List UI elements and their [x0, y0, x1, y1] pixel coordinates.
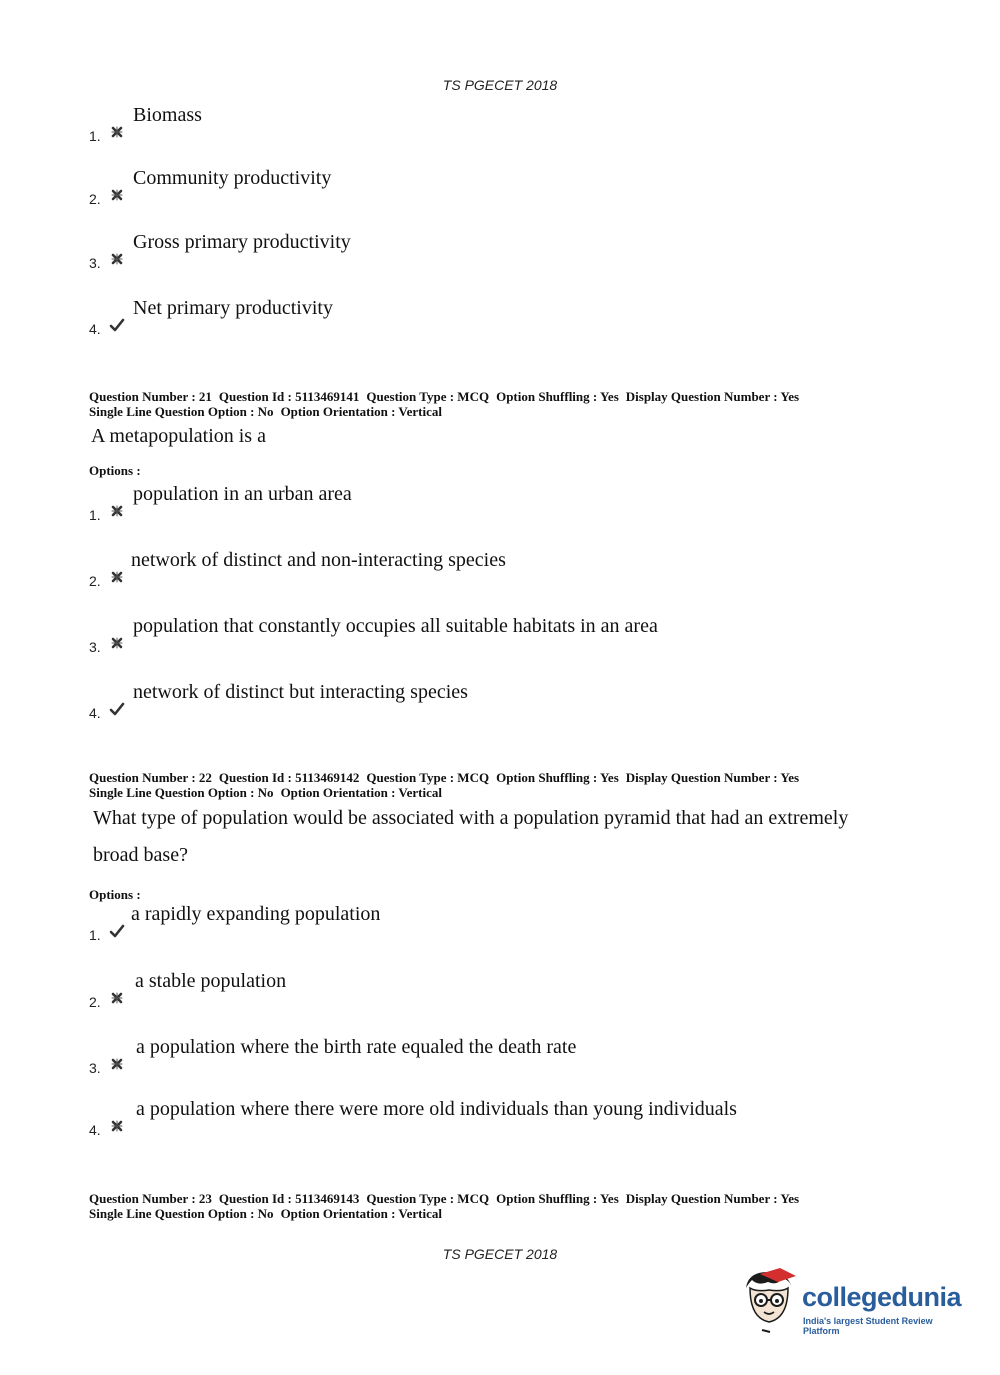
option-number: 1. [89, 507, 101, 523]
meta-field: Option Orientation : Vertical [280, 404, 442, 419]
meta-field: Question Number : 23 [89, 1191, 212, 1206]
option-item [89, 167, 949, 207]
meta-field: Display Question Number : Yes [625, 389, 800, 404]
option-number: 2. [89, 573, 101, 589]
check-icon [109, 923, 125, 939]
option-number: 1. [89, 927, 101, 943]
option-number: 4. [89, 1122, 101, 1138]
page-header: TS PGECET 2018 [442, 77, 558, 93]
option-number: 4. [89, 705, 101, 721]
options-label: Options : [89, 463, 141, 478]
option-number: 1. [89, 128, 101, 144]
cross-icon [109, 1118, 125, 1134]
meta-field: Option Shuffling : Yes [496, 770, 619, 785]
option-item [89, 681, 949, 721]
question-meta [89, 389, 806, 419]
question-meta [89, 1191, 806, 1221]
check-icon [109, 701, 125, 717]
meta-field: Display Question Number : Yes [625, 1191, 800, 1206]
logo-tagline: India's largest Student Review Platform [803, 1316, 933, 1336]
meta-field: Option Shuffling : Yes [496, 1191, 619, 1206]
option-item [89, 903, 949, 943]
option-number: 3. [89, 639, 101, 655]
cross-icon [109, 187, 125, 203]
cross-icon [109, 1056, 125, 1072]
meta-field: Question Id : 5113469142 [218, 770, 360, 785]
option-text: network of distinct but interacting species [133, 681, 468, 703]
meta-field: Option Orientation : Vertical [280, 1206, 442, 1221]
option-text: Gross primary productivity [133, 231, 351, 253]
option-text: Community productivity [133, 167, 332, 189]
cross-icon [109, 503, 125, 519]
question-text-line: broad base? [93, 844, 188, 866]
question-text: A metapopulation is a [91, 425, 266, 447]
option-item [89, 1036, 949, 1076]
option-text: population that constantly occupies all suitable habitats in an area [133, 615, 658, 637]
meta-field: Question Type : MCQ [366, 1191, 490, 1206]
option-number: 2. [89, 994, 101, 1010]
meta-field: Single Line Question Option : No [89, 404, 274, 419]
option-text: a population where there were more old individuals than young individuals [136, 1098, 737, 1120]
question-meta [89, 770, 806, 800]
option-number: 3. [89, 1060, 101, 1076]
option-item [89, 1098, 949, 1138]
meta-field: Option Shuffling : Yes [496, 389, 619, 404]
cross-icon [109, 635, 125, 651]
meta-field: Question Number : 21 [89, 389, 212, 404]
option-text: Biomass [133, 104, 202, 126]
option-text: population in an urban area [133, 483, 352, 505]
cross-icon [109, 569, 125, 585]
options-label: Options : [89, 887, 141, 902]
meta-field: Question Id : 5113469143 [218, 1191, 360, 1206]
option-item [89, 104, 949, 144]
option-number: 3. [89, 255, 101, 271]
option-item [89, 483, 949, 523]
meta-field: Single Line Question Option : No [89, 1206, 274, 1221]
meta-field: Single Line Question Option : No [89, 785, 274, 800]
option-item [89, 549, 949, 589]
meta-field: Question Id : 5113469141 [218, 389, 360, 404]
option-item [89, 297, 949, 337]
cross-icon [109, 251, 125, 267]
cross-icon [109, 124, 125, 140]
option-text: a stable population [135, 970, 287, 992]
check-icon [109, 317, 125, 333]
meta-field: Question Type : MCQ [366, 389, 490, 404]
question-text [93, 800, 848, 874]
logo-brand: collegedunia [802, 1282, 962, 1312]
cross-icon [109, 990, 125, 1006]
collegedunia-logo [738, 1266, 968, 1341]
meta-field: Question Type : MCQ [366, 770, 490, 785]
option-text: network of distinct and non-interacting species [131, 549, 506, 571]
option-item [89, 970, 949, 1010]
option-number: 4. [89, 321, 101, 337]
question-text-line: What type of population would be associated with a population pyramid that had an extremely [93, 807, 849, 829]
mascot-icon [738, 1266, 800, 1338]
option-text: a population where the birth rate equaled the death rate [136, 1036, 577, 1058]
meta-field: Question Number : 22 [89, 770, 212, 785]
page-footer: TS PGECET 2018 [442, 1246, 558, 1262]
meta-field: Display Question Number : Yes [625, 770, 800, 785]
option-text: Net primary productivity [133, 297, 333, 319]
meta-field: Option Orientation : Vertical [280, 785, 442, 800]
option-item [89, 615, 949, 655]
option-text: a rapidly expanding population [131, 903, 381, 925]
option-item [89, 231, 949, 271]
option-number: 2. [89, 191, 101, 207]
